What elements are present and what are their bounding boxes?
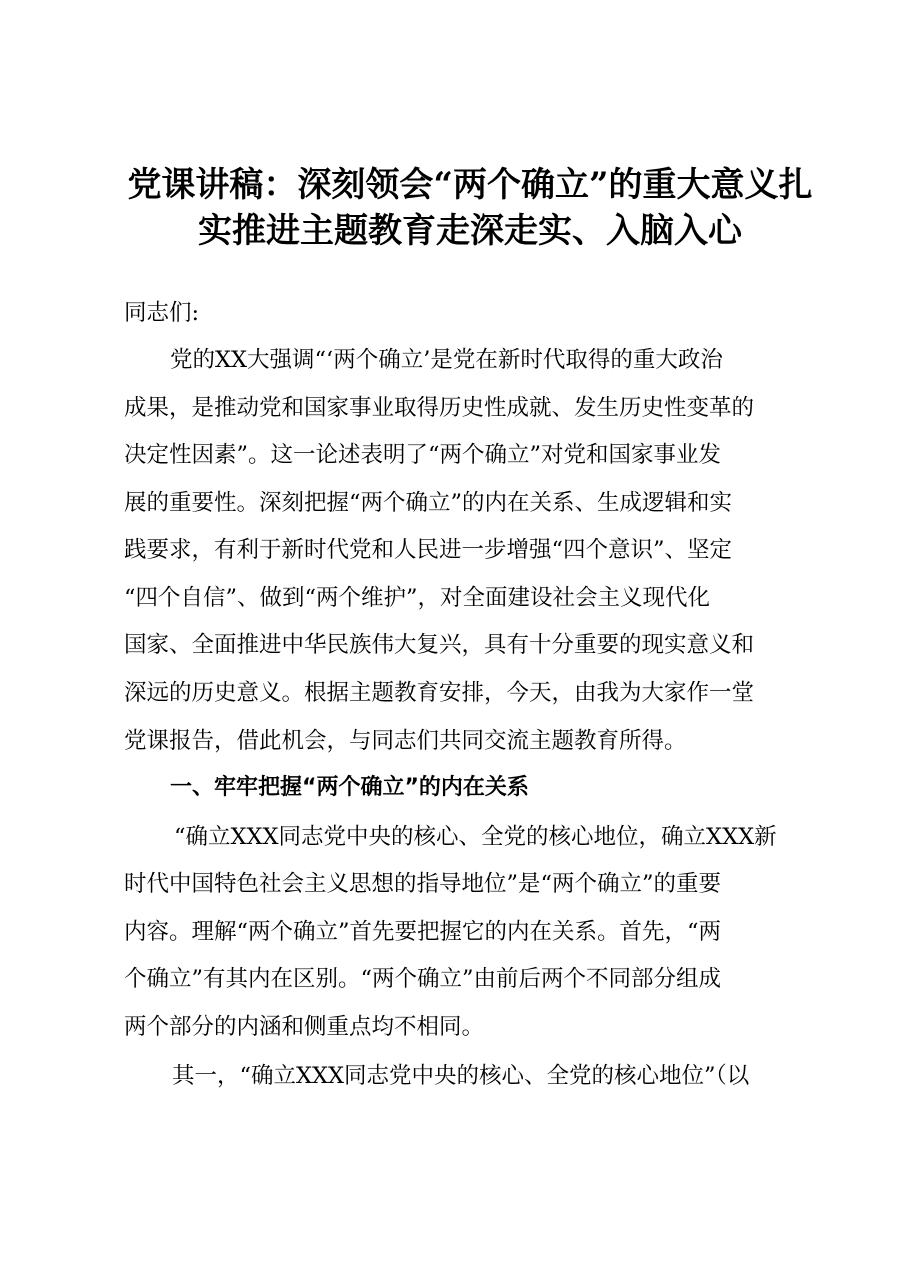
document-title-line-1: 党课讲稿：深刻领会“两个确立”的重大意义扎 <box>127 165 813 205</box>
document-title-line-2: 实推进主题教育走深走实、入脑入心 <box>198 211 742 251</box>
paragraph-2-line-2: 时代中国特色社会主义思想的指导地位”是“两个确立”的重要 <box>124 871 722 897</box>
paragraph-2-line-1: “确立XXX同志党中央的核心、全党的核心地位，确立XXX新 <box>174 824 777 850</box>
greeting: 同志们: <box>124 300 200 326</box>
paragraph-1-line-2: 成果，是推动党和国家事业取得历史性成就、发生历史性变革的 <box>124 395 755 421</box>
paragraph-2-line-4: 个确立”有其内在区别。“两个确立”由前后两个不同部分组成 <box>124 966 722 992</box>
paragraph-1-line-5: 践要求，有利于新时代党和人民进一步增强“四个意识”、坚定 <box>124 537 733 563</box>
paragraph-2-line-5: 两个部分的内涵和侧重点均不相同。 <box>124 1014 485 1040</box>
paragraph-2-line-3: 内容。理解“两个确立”首先要把握它的内在关系。首先，“两 <box>124 919 722 945</box>
paragraph-3-line-1: 其一，“确立XXX同志党中央的核心、全党的核心地位”（以 <box>172 1063 750 1089</box>
paragraph-1-line-9: 党课报告，借此机会，与同志们共同交流主题教育所得。 <box>124 728 687 754</box>
section-1-heading: 一、牢牢把握“两个确立”的内在关系 <box>170 775 529 800</box>
paragraph-1-line-8: 深远的历史意义。根据主题教育安排，今天，由我为大家作一堂 <box>124 680 755 706</box>
paragraph-1-line-1: 党的XX大强调“‘两个确立’是党在新时代取得的重大政治 <box>170 347 723 373</box>
paragraph-1-line-6: “四个自信”、做到“两个维护”，对全面建设社会主义现代化 <box>124 585 711 611</box>
paragraph-1-line-3: 决定性因素”。这一论述表明了“两个确立”对党和国家事业发 <box>124 442 722 468</box>
paragraph-1-line-4: 展的重要性。深刻把握“两个确立”的内在关系、生成逻辑和实 <box>124 490 733 516</box>
paragraph-1-line-7: 国家、全面推进中华民族伟大复兴，具有十分重要的现实意义和 <box>124 632 755 658</box>
